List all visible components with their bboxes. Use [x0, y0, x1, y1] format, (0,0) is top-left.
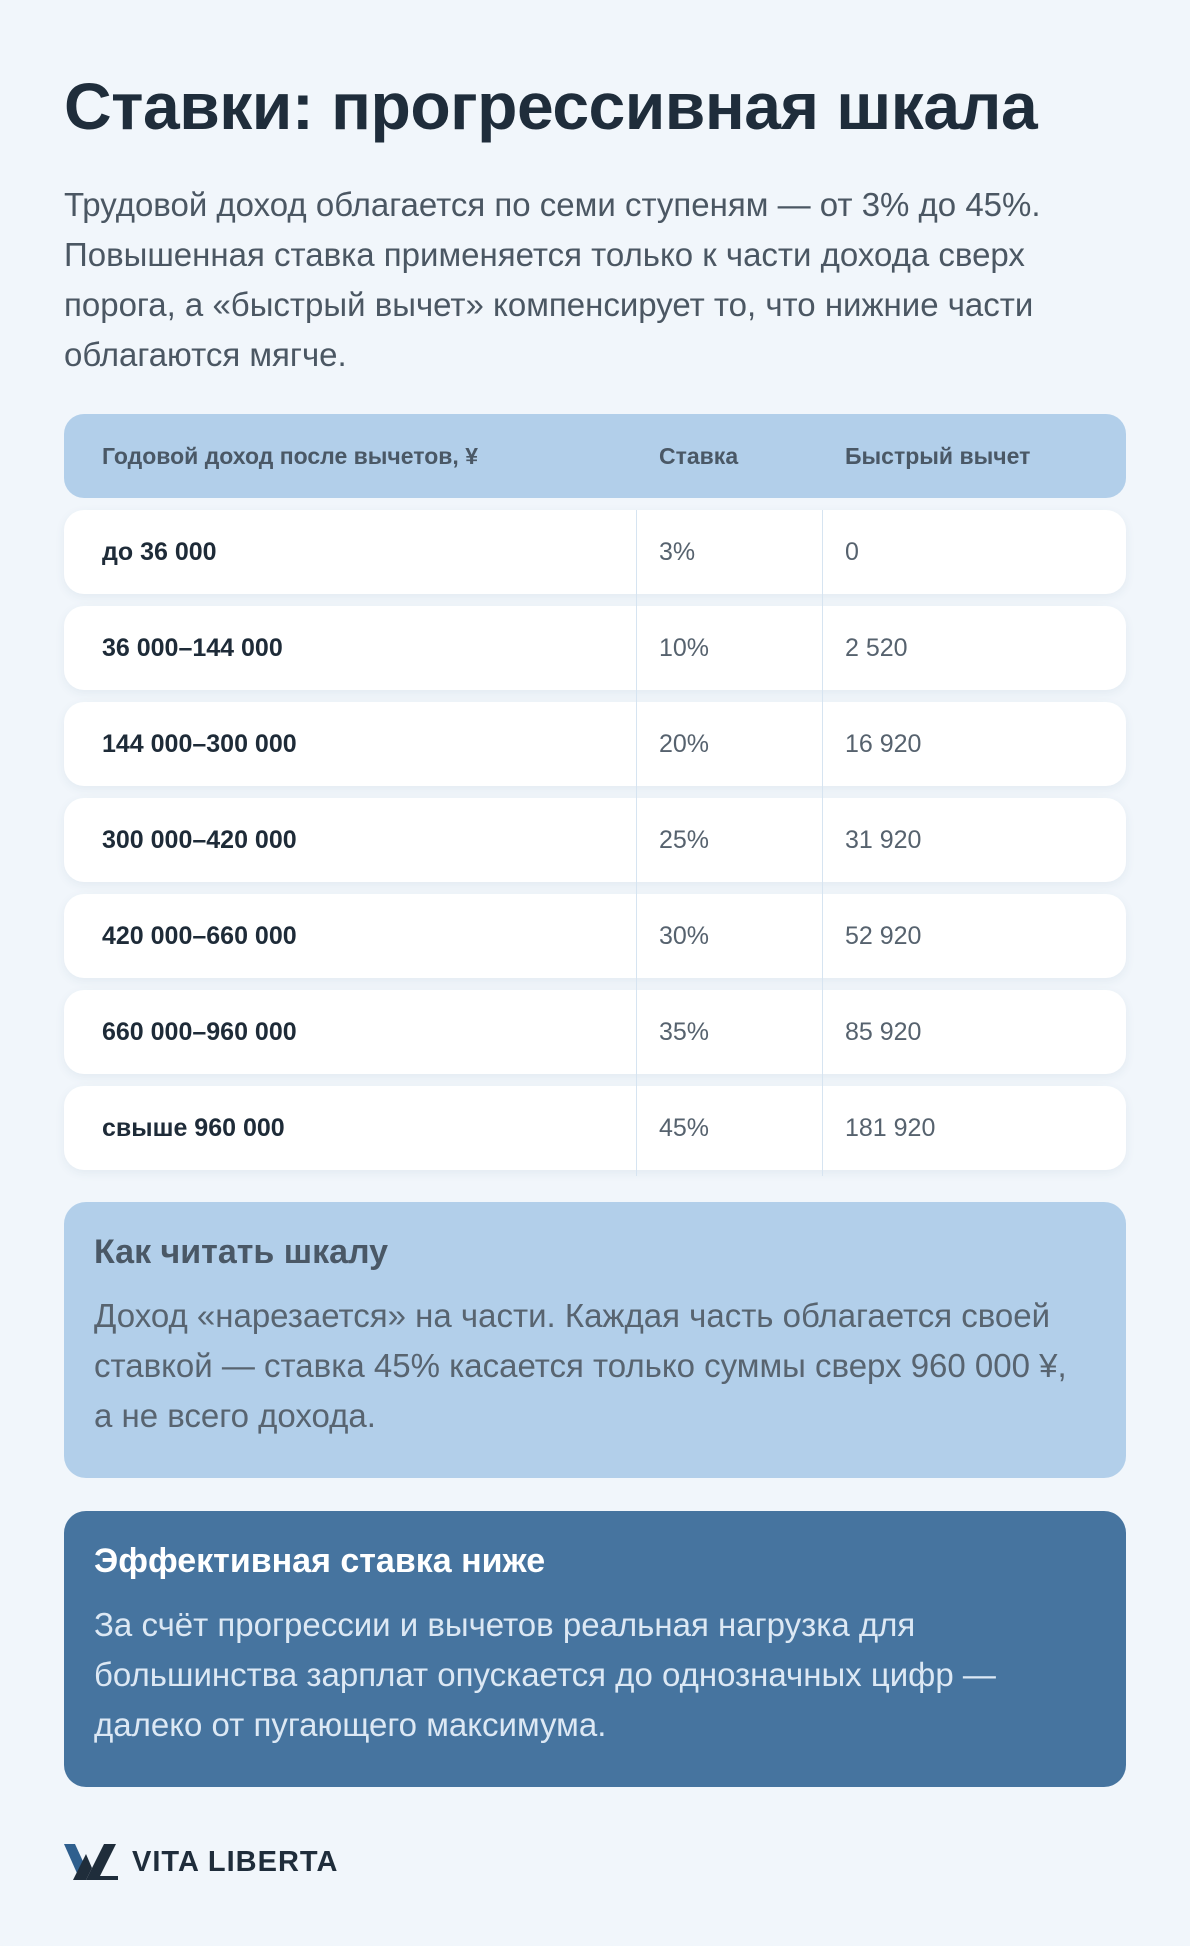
how-to-read-title: Как читать шкалу: [94, 1233, 389, 1271]
cell-deduction: 0: [845, 537, 859, 566]
cell-income: 660 000–960 000: [102, 1017, 297, 1046]
effective-rate-title: Эффективная ставка ниже: [94, 1542, 546, 1580]
column-divider: [636, 510, 637, 1176]
table-row: [64, 702, 1126, 786]
cell-income: 420 000–660 000: [102, 921, 297, 950]
page-title: Ставки: прогрессивная шкала: [64, 69, 1038, 143]
cell-income: 36 000–144 000: [102, 633, 283, 662]
header-deduction: Быстрый вычет: [845, 442, 1031, 469]
cell-deduction: 85 920: [845, 1017, 922, 1046]
header-income: Годовой доход после вычетов, ¥: [102, 442, 478, 469]
effective-rate-card: [64, 1511, 1126, 1787]
cell-income: свыше 960 000: [102, 1113, 285, 1142]
table-row: [64, 606, 1126, 690]
cell-rate: 35%: [659, 1017, 710, 1046]
cell-deduction: 52 920: [845, 921, 922, 950]
tax-rate-table: [64, 414, 1126, 1182]
table-body: [64, 510, 1126, 1170]
table-row: [64, 894, 1126, 978]
cell-deduction: 16 920: [845, 729, 922, 758]
cell-deduction: 2 520: [845, 633, 908, 662]
brand-name: VITA LIBERTA: [132, 1845, 339, 1878]
cell-income: до 36 000: [102, 537, 217, 566]
column-divider: [822, 510, 823, 1176]
effective-rate-text: За счёт прогрессии и вычетов реальная нагрузка для большинства зарплат опускается до однозначных цифр — далеко от пугающего максимума.: [94, 1605, 996, 1743]
cell-deduction: 181 920: [845, 1113, 936, 1142]
cell-rate: 20%: [659, 729, 710, 758]
header-rate: Ставка: [659, 442, 739, 469]
cell-income: 144 000–300 000: [102, 729, 297, 758]
how-to-read-text: Доход «нарезается» на части. Каждая часть облагается своей ставкой — ставка 45% касается только суммы сверх 960 000 ¥, а не всего дохода.: [94, 1296, 1067, 1434]
cell-deduction: 31 920: [845, 825, 922, 854]
table-row: [64, 510, 1126, 594]
how-to-read-card: [64, 1202, 1126, 1478]
intro-text: Трудовой доход облагается по семи ступеням — от 3% до 45%. Повышенная ставка применяется только к части дохода сверх порога, а «быстрый вычет» компенсирует то, что нижние части облагаются мягче.: [64, 186, 1041, 373]
table-row: [64, 1086, 1126, 1170]
vita-liberta-logo-icon: [64, 1840, 120, 1884]
cell-rate: 45%: [659, 1113, 710, 1142]
table-header-row: [64, 414, 1126, 498]
brand-logo: [64, 1840, 338, 1884]
cell-income: 300 000–420 000: [102, 825, 297, 854]
cell-rate: 30%: [659, 921, 710, 950]
table-row: [64, 798, 1126, 882]
cell-rate: 10%: [659, 633, 710, 662]
table-row: [64, 990, 1126, 1074]
cell-rate: 25%: [659, 825, 710, 854]
cell-rate: 3%: [659, 537, 696, 566]
